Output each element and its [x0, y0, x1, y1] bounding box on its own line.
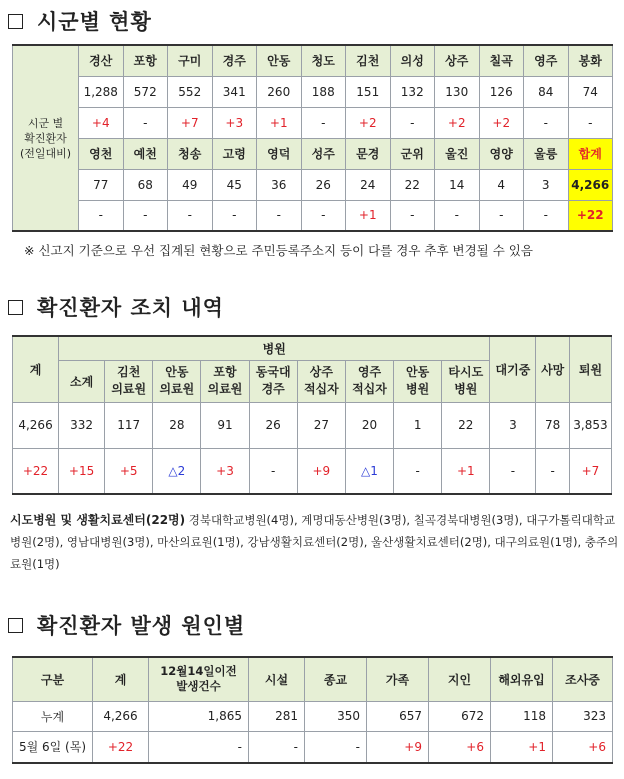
col-discharged: 퇴원: [569, 336, 611, 402]
cause-header: 조사중: [553, 657, 613, 701]
cause-cell: 5월 6일 (목): [13, 731, 93, 763]
region-name: 영천: [79, 138, 124, 169]
measure-change: +5: [105, 448, 153, 494]
sub-header: 타시도 병원: [442, 360, 490, 402]
cause-cell: 1,865: [149, 701, 249, 731]
measure-count: 28: [153, 402, 201, 448]
region-change: -: [79, 200, 124, 231]
region-change: -: [301, 107, 346, 138]
region-count: 3: [524, 169, 569, 200]
region-name: 영양: [479, 138, 524, 169]
region-name: 봉화: [568, 45, 613, 76]
region-change: -: [435, 200, 480, 231]
region-count: 68: [123, 169, 168, 200]
region-change: +4: [79, 107, 124, 138]
measure-change: +15: [59, 448, 105, 494]
measure-count: 4,266: [13, 402, 59, 448]
cause-cell: 4,266: [93, 701, 149, 731]
region-change: -: [257, 200, 302, 231]
region-note: ※ 신고지 기준으로 우선 집계된 현황으로 주민등록주소지 등이 다를 경우 추후 변경될 수 있음: [24, 243, 533, 258]
checkbox-square-icon: [8, 14, 23, 29]
region-name: 경산: [79, 45, 124, 76]
region-change: -: [568, 107, 613, 138]
sub-header: 포항 의료원: [201, 360, 249, 402]
region-count: 4: [479, 169, 524, 200]
region-name: 문경: [346, 138, 391, 169]
region-name: 칠곡: [479, 45, 524, 76]
region-change: -: [479, 200, 524, 231]
region-change: +7: [168, 107, 213, 138]
region-count: 1,288: [79, 76, 124, 107]
region-side-label: 시군 별 확진환자 (전일대비): [13, 45, 79, 231]
region-name: 안동: [257, 45, 302, 76]
measure-count: 26: [249, 402, 297, 448]
region-name: 의성: [390, 45, 435, 76]
region-count: 36: [257, 169, 302, 200]
cause-header: 지인: [429, 657, 491, 701]
region-name: 청송: [168, 138, 213, 169]
col-total: 계: [13, 336, 59, 402]
col-death: 사망: [536, 336, 570, 402]
region-change: -: [301, 200, 346, 231]
measures-table: [12, 335, 612, 495]
cause-cell: +6: [553, 731, 613, 763]
measure-count: 91: [201, 402, 249, 448]
cause-cell: 281: [249, 701, 305, 731]
cause-cell: +9: [367, 731, 429, 763]
region-count: 132: [390, 76, 435, 107]
cause-cell: +22: [93, 731, 149, 763]
cause-cell: +1: [491, 731, 553, 763]
sub-header: 안동 의료원: [153, 360, 201, 402]
region-change: -: [212, 200, 257, 231]
region-name: 예천: [123, 138, 168, 169]
measure-change: -: [536, 448, 570, 494]
region-count: 26: [301, 169, 346, 200]
cause-cell: -: [305, 731, 367, 763]
measure-change: +9: [297, 448, 345, 494]
region-count: 74: [568, 76, 613, 107]
region-change: +2: [479, 107, 524, 138]
cause-header: 구분: [13, 657, 93, 701]
section-title-measures: 확진환자 조치 내역: [8, 292, 224, 322]
measure-count: 3: [490, 402, 536, 448]
region-count: 341: [212, 76, 257, 107]
region-table: [12, 44, 613, 232]
measure-change: +3: [201, 448, 249, 494]
sub-header: 김천 의료원: [105, 360, 153, 402]
region-count: 22: [390, 169, 435, 200]
region-name: 울릉: [524, 138, 569, 169]
region-name: 영주: [524, 45, 569, 76]
region-name: 영덕: [257, 138, 302, 169]
region-count: 45: [212, 169, 257, 200]
measure-count: 117: [105, 402, 153, 448]
total-label: 합계: [568, 138, 613, 169]
measure-count: 27: [297, 402, 345, 448]
region-count: 126: [479, 76, 524, 107]
region-name: 상주: [435, 45, 480, 76]
cause-table: [12, 656, 613, 764]
measure-change: +7: [569, 448, 611, 494]
sub-header: 소계: [59, 360, 105, 402]
region-name: 포항: [123, 45, 168, 76]
region-name: 고령: [212, 138, 257, 169]
sub-header: 안동 병원: [394, 360, 442, 402]
measure-count: 1: [394, 402, 442, 448]
cause-header: 12월14일이전 발생건수: [149, 657, 249, 701]
measure-count: 3,853: [569, 402, 611, 448]
measure-change: -: [490, 448, 536, 494]
cause-cell: -: [149, 731, 249, 763]
region-name: 경주: [212, 45, 257, 76]
cause-cell: 118: [491, 701, 553, 731]
measure-change: +1: [442, 448, 490, 494]
region-count: 49: [168, 169, 213, 200]
total-change: +22: [568, 200, 613, 231]
measure-change: -: [249, 448, 297, 494]
measure-change: -: [394, 448, 442, 494]
region-count: 572: [123, 76, 168, 107]
cause-header: 가족: [367, 657, 429, 701]
region-change: +2: [435, 107, 480, 138]
cause-cell: 672: [429, 701, 491, 731]
measure-count: 22: [442, 402, 490, 448]
measure-count: 332: [59, 402, 105, 448]
region-count: 77: [79, 169, 124, 200]
cause-cell: +6: [429, 731, 491, 763]
region-change: -: [524, 107, 569, 138]
region-change: -: [390, 107, 435, 138]
cause-header: 해외유입: [491, 657, 553, 701]
region-change: +1: [257, 107, 302, 138]
cause-cell: -: [249, 731, 305, 763]
region-name: 구미: [168, 45, 213, 76]
cause-cell: 350: [305, 701, 367, 731]
measure-change: +22: [13, 448, 59, 494]
region-name: 김천: [346, 45, 391, 76]
cause-header: 시설: [249, 657, 305, 701]
region-count: 84: [524, 76, 569, 107]
region-change: -: [390, 200, 435, 231]
region-name: 울진: [435, 138, 480, 169]
region-name: 군위: [390, 138, 435, 169]
region-name: 성주: [301, 138, 346, 169]
measure-change: △1: [345, 448, 393, 494]
region-change: +3: [212, 107, 257, 138]
cause-header: 계: [93, 657, 149, 701]
region-change: -: [168, 200, 213, 231]
sub-header: 영주 적십자: [345, 360, 393, 402]
region-count: 14: [435, 169, 480, 200]
measure-count: 20: [345, 402, 393, 448]
region-change: -: [524, 200, 569, 231]
region-change: +2: [346, 107, 391, 138]
checkbox-square-icon: [8, 618, 23, 633]
cause-header: 종교: [305, 657, 367, 701]
region-count: 552: [168, 76, 213, 107]
region-count: 24: [346, 169, 391, 200]
hospital-list-lead: 시도병원 및 생활치료센터(22명): [10, 513, 186, 527]
sub-header: 상주 적십자: [297, 360, 345, 402]
hospital-list-items: 경북대학교병원(4명), 계명대동산병원(3명), 칠곡경북대병원(3명), 대구가톨릭대학교병원(2명), 영남대병원(3명), 마산의료원(1명), 강남생활치료센터(2명), 울산생활치료센터(2명), 대구의료원(1명), 충주의료원(1명): [10, 513, 619, 571]
sub-header: 동국대 경주: [249, 360, 297, 402]
region-count: 151: [346, 76, 391, 107]
region-change: -: [123, 107, 168, 138]
cause-cell: 323: [553, 701, 613, 731]
col-hospital: 병원: [59, 336, 490, 360]
cause-cell: 누계: [13, 701, 93, 731]
region-change: +1: [346, 200, 391, 231]
col-waiting: 대기중: [490, 336, 536, 402]
total-count: 4,266: [568, 169, 613, 200]
section-title-cause: 확진환자 발생 원인별: [8, 610, 245, 640]
hospital-list: [10, 509, 620, 575]
measure-count: 78: [536, 402, 570, 448]
cause-cell: 657: [367, 701, 429, 731]
section-title-region: 시군별 현황: [8, 6, 152, 36]
checkbox-square-icon: [8, 300, 23, 315]
region-name: 청도: [301, 45, 346, 76]
region-count: 260: [257, 76, 302, 107]
region-count: 130: [435, 76, 480, 107]
region-count: 188: [301, 76, 346, 107]
region-change: -: [123, 200, 168, 231]
measure-change: △2: [153, 448, 201, 494]
